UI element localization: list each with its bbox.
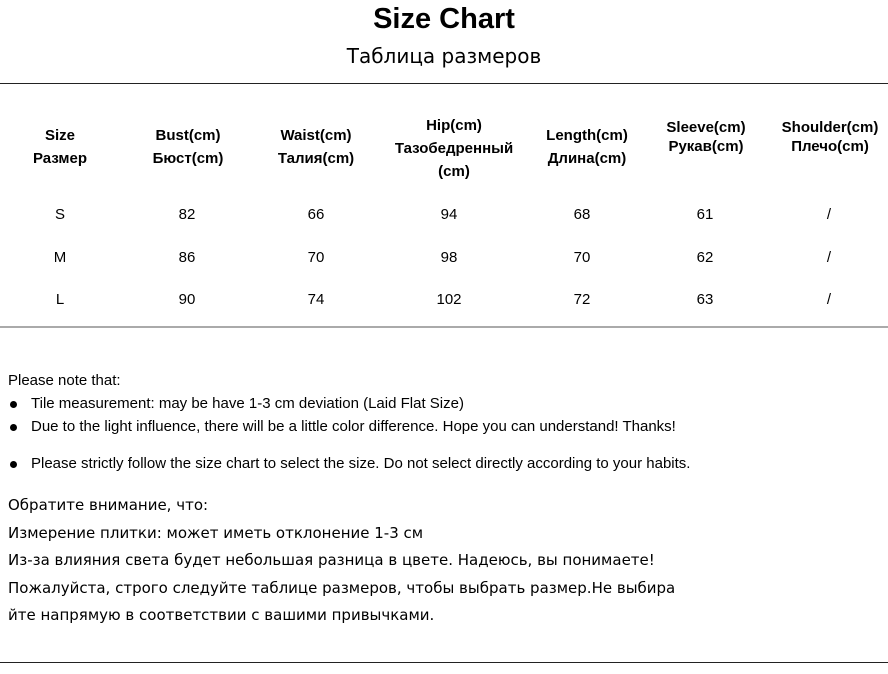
cell-hip-s: 94 bbox=[440, 206, 458, 223]
bullet-icon bbox=[10, 461, 17, 468]
header-length: Length(cm) Длина(cm) bbox=[546, 127, 628, 167]
header-bust: Bust(cm) Бюст(cm) bbox=[152, 127, 224, 167]
cell-size-m: M bbox=[53, 249, 67, 266]
cell-waist-l: 74 bbox=[307, 291, 325, 308]
header-sleeve: Sleeve(cm) Рукав(cm) bbox=[666, 119, 746, 155]
ru-note-line-4: йте напрямую в соответствии с вашими привычками. bbox=[8, 606, 435, 624]
notes-intro: Please note that: bbox=[8, 372, 121, 389]
page-subtitle: Таблица размеров bbox=[346, 44, 542, 68]
ru-notes-intro: Обратите внимание, что: bbox=[8, 496, 209, 514]
cell-length-l: 72 bbox=[573, 291, 591, 308]
cell-waist-s: 66 bbox=[307, 206, 325, 223]
bullet-icon bbox=[10, 424, 17, 431]
size-table bbox=[0, 0, 888, 330]
ru-note-line-3: Пожалуйста, строго следуйте таблице размеров, чтобы выбрать размер.Не выбира bbox=[8, 579, 676, 597]
divider-middle bbox=[0, 326, 888, 328]
cell-sleeve-m: 62 bbox=[696, 249, 714, 266]
cell-hip-l: 102 bbox=[436, 291, 462, 308]
bullet-icon bbox=[10, 401, 17, 408]
ru-note-line-2: Из-за влияния света будет небольшая разница в цвете. Надеюсь, вы понимаете! bbox=[8, 551, 655, 569]
cell-length-s: 68 bbox=[573, 206, 591, 223]
cell-bust-s: 82 bbox=[178, 206, 196, 223]
cell-size-l: L bbox=[55, 291, 65, 308]
cell-hip-m: 98 bbox=[440, 249, 458, 266]
cell-shoulder-m: / bbox=[826, 249, 832, 266]
cell-shoulder-s: / bbox=[826, 206, 832, 223]
cell-bust-m: 86 bbox=[178, 249, 196, 266]
header-waist: Waist(cm) Талия(cm) bbox=[277, 127, 355, 167]
header-size: Size Размер bbox=[32, 127, 88, 167]
cell-length-m: 70 bbox=[573, 249, 591, 266]
page-title: Size Chart bbox=[373, 3, 515, 35]
cell-bust-l: 90 bbox=[178, 291, 196, 308]
cell-shoulder-l: / bbox=[826, 291, 832, 308]
header-shoulder: Shoulder(cm) Плечо(cm) bbox=[781, 119, 879, 155]
cell-waist-m: 70 bbox=[307, 249, 325, 266]
cell-sleeve-s: 61 bbox=[696, 206, 714, 223]
cell-size-s: S bbox=[54, 206, 66, 223]
ru-note-line-1: Измерение плитки: может иметь отклонение 1-3 см bbox=[8, 524, 424, 542]
cell-sleeve-l: 63 bbox=[696, 291, 714, 308]
divider-bottom bbox=[0, 662, 888, 663]
header-hip: Hip(cm) Тазобедренный (cm) bbox=[394, 117, 514, 180]
